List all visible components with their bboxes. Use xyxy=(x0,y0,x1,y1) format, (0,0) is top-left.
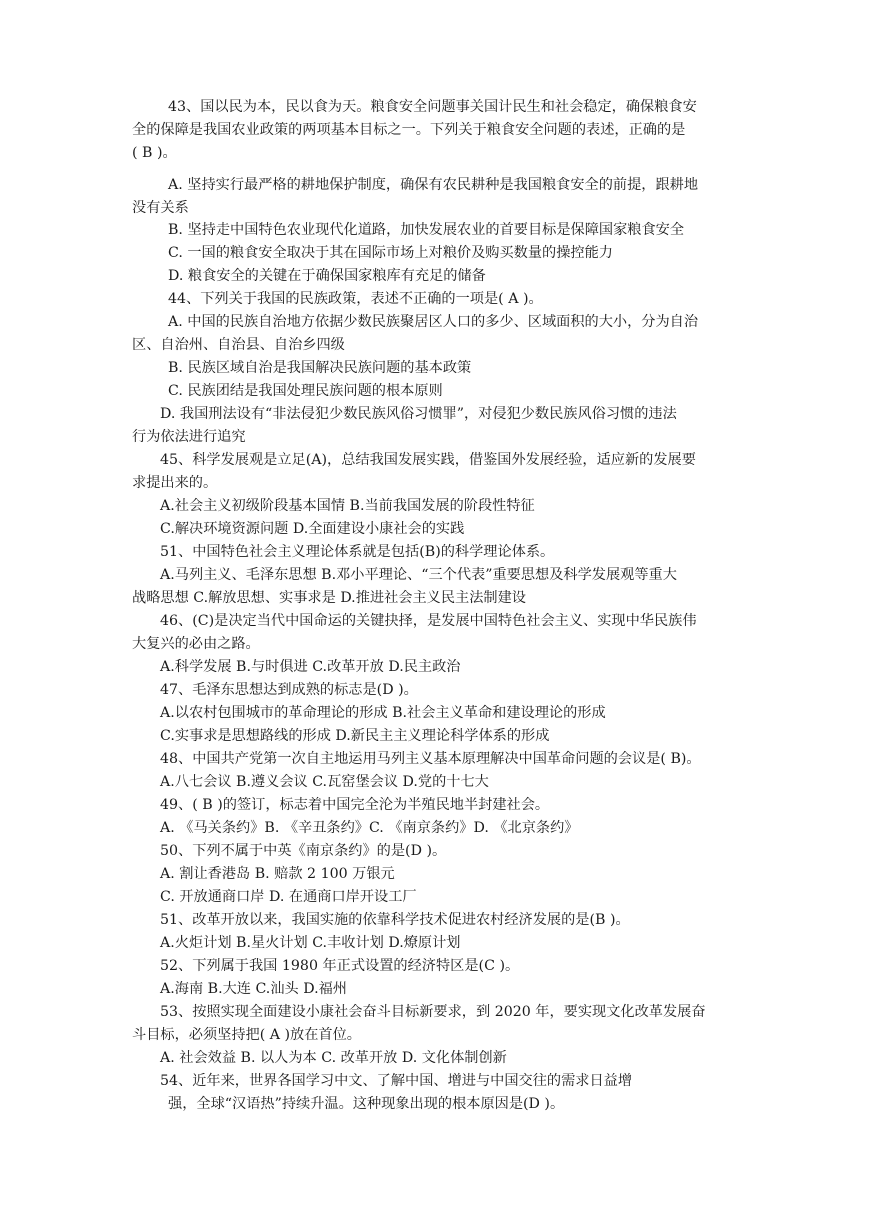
q48-options: A.八七会议 B.遵义会议 C.瓦窑堡会议 D.党的十七大 xyxy=(160,774,489,790)
q51b-stem: 51、改革开放以来，我国实施的依靠科学技术促进农村经济发展的是(B )。 xyxy=(160,912,630,928)
q47-options-cd: C.实事求是思想路线的形成 D.新民主主义理论科学体系的形成 xyxy=(160,728,550,744)
q46-stem-line-2: 大复兴的必由之路。 xyxy=(132,636,260,652)
q54-stem-line-1: 54、近年来，世界各国学习中文、了解中国、增进与中国交往的需求日益增 xyxy=(160,1073,633,1089)
q51b-options: A.火炬计划 B.星火计划 C.丰收计划 D.燎原计划 xyxy=(160,935,461,951)
q50-stem: 50、下列不属于中英《南京条约》的是(D )。 xyxy=(160,843,447,859)
q44-option-b: B. 民族区域自治是我国解决民族问题的基本政策 xyxy=(168,360,472,376)
q44-option-d: D. 我国刑法设有“非法侵犯少数民族风俗习惯罪”，对侵犯少数民族风俗习惯的违法 xyxy=(160,406,677,422)
q43-stem-line-2: 全的保障是我国农业政策的两项基本目标之一。下列关于粮食安全问题的表述，正确的是 xyxy=(132,122,686,138)
q53-stem-line-2: 斗目标，必须坚持把( A )放在首位。 xyxy=(132,1027,361,1043)
q47-options-ab: A.以农村包围城市的革命理论的形成 B.社会主义革命和建设理论的形成 xyxy=(160,705,606,721)
q53-stem-line-1: 53、按照实现全面建设小康社会奋斗目标新要求，到 2020 年，要实现文化改革发展奋 xyxy=(160,1004,706,1020)
q53-options: A. 社会效益 B. 以人为本 C. 改革开放 D. 文化体制创新 xyxy=(160,1050,507,1066)
q43-option-a: A. 坚持实行最严格的耕地保护制度，确保有农民耕种是我国粮食安全的前提，跟耕地 xyxy=(168,177,699,193)
q44-option-c: C. 民族团结是我国处理民族问题的根本原则 xyxy=(168,383,443,399)
q45-options-ab: A.社会主义初级阶段基本国情 B.当前我国发展的阶段性特征 xyxy=(160,498,535,514)
q45-stem-line-1: 45、科学发展观是立足(A)，总结我国发展实践，借鉴国外发展经验，适应新的发展要 xyxy=(160,452,696,468)
q50-options-ab: A. 割让香港岛 B. 赔款 2 100 万银元 xyxy=(160,866,395,882)
q49-stem: 49、( B )的签订，标志着中国完全沦为半殖民地半封建社会。 xyxy=(160,797,550,813)
q45-stem-line-2: 求提出来的。 xyxy=(132,475,218,491)
q43-stem-line-1: 43、国以民为本，民以食为天。粮食安全问题事关国计民生和社会稳定，确保粮食安 xyxy=(168,99,697,115)
q51a-options-ab: A.马列主义、毛泽东思想 B.邓小平理论、“三个代表”重要思想及科学发展观等重大 xyxy=(160,567,677,583)
q50-options-cd: C. 开放通商口岸 D. 在通商口岸开设工厂 xyxy=(160,889,417,905)
q43-stem-line-3: ( B )。 xyxy=(132,145,177,161)
q43-option-d: D. 粮食安全的关键在于确保国家粮库有充足的储备 xyxy=(168,268,486,284)
q47-stem: 47、毛泽东思想达到成熟的标志是(D )。 xyxy=(160,682,418,698)
q52-options: A.海南 B.大连 C.汕头 D.福州 xyxy=(160,981,347,997)
q49-options: A. 《马关条约》B. 《辛丑条约》C. 《南京条约》D. 《北京条约》 xyxy=(160,820,579,836)
q44-option-a-cont: 区、自治州、自治县、自治乡四级 xyxy=(132,337,345,353)
q51a-options-cd: 战略思想 C.解放思想、实事求是 D.推进社会主义民主法制建设 xyxy=(132,590,526,606)
q44-option-a: A. 中国的民族自治地方依据少数民族聚居区人口的多少、区域面积的大小，分为自治 xyxy=(168,314,699,330)
q43-option-c: C. 一国的粮食安全取决于其在国际市场上对粮价及购买数量的操控能力 xyxy=(168,245,613,261)
q43-option-a-cont: 没有关系 xyxy=(132,200,189,216)
q51a-stem: 51、中国特色社会主义理论体系就是包括(B)的科学理论体系。 xyxy=(160,544,555,560)
q54-stem-line-2: 强，全球“汉语热”持续升温。这种现象出现的根本原因是(D )。 xyxy=(168,1096,565,1112)
q45-options-cd: C.解决环境资源问题 D.全面建设小康社会的实践 xyxy=(160,521,465,537)
q48-stem: 48、中国共产党第一次自主地运用马列主义基本原理解决中国革命问题的会议是( B)。 xyxy=(160,751,701,767)
q44-stem: 44、下列关于我国的民族政策，表述不正确的一项是( A )。 xyxy=(168,291,543,307)
q46-options: A.科学发展 B.与时俱进 C.改革开放 D.民主政治 xyxy=(160,659,461,675)
q43-option-b: B. 坚持走中国特色农业现代化道路，加快发展农业的首要目标是保障国家粮食安全 xyxy=(168,222,685,238)
q52-stem: 52、下列属于我国 1980 年正式设置的经济特区是(C )。 xyxy=(160,958,520,974)
q44-option-d-cont: 行为依法进行追究 xyxy=(132,429,246,445)
q46-stem-line-1: 46、(C)是决定当代中国命运的关键抉择，是发展中国特色社会主义、实现中华民族伟 xyxy=(160,613,697,629)
